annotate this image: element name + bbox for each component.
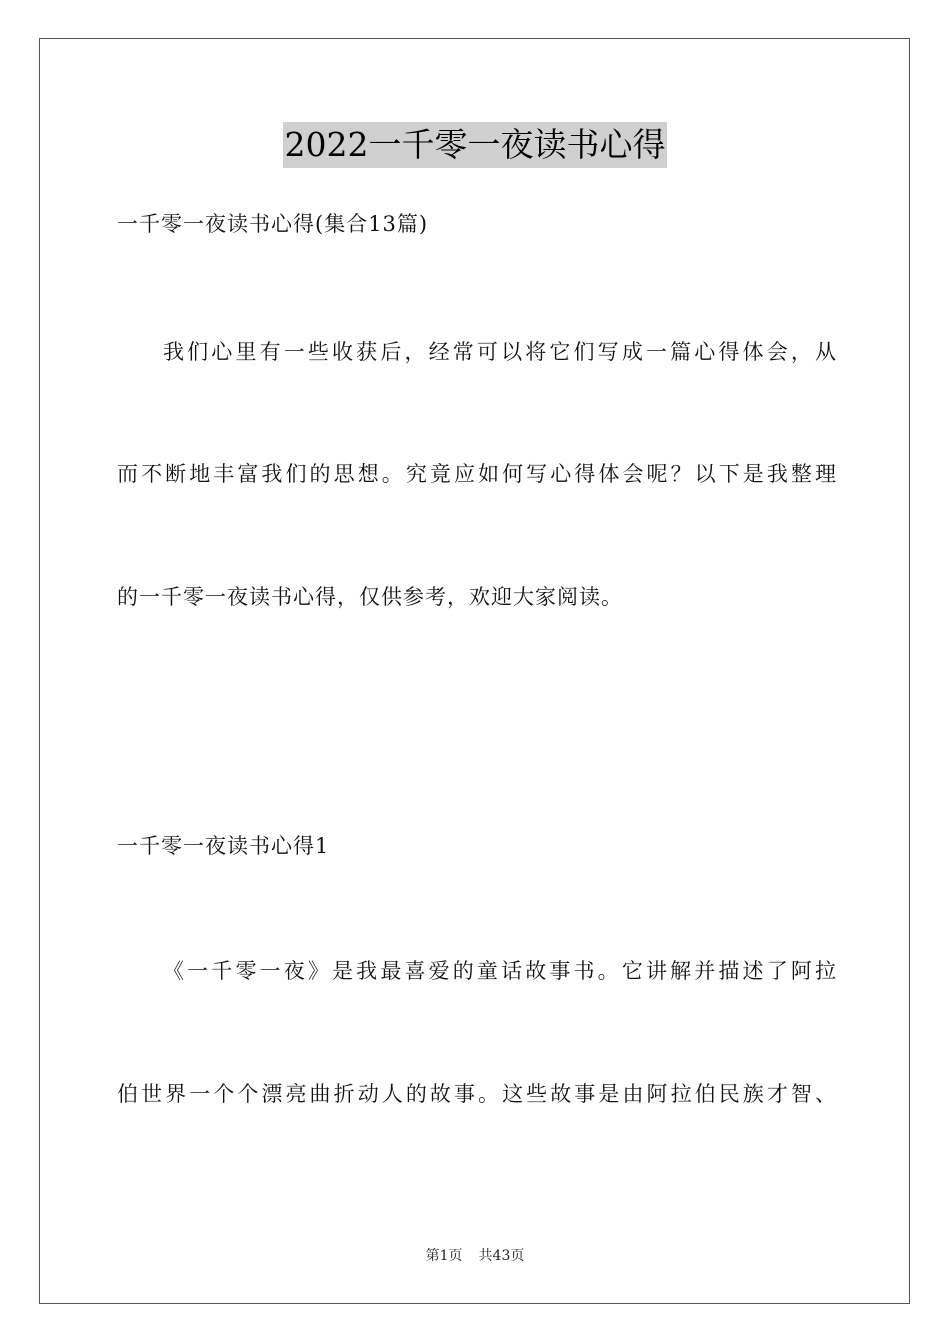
page-footer <box>0 1246 950 1266</box>
document-title-text: 2022一千零一夜读书心得 <box>283 122 668 168</box>
section-heading: 一千零一夜读书心得1 <box>117 834 330 858</box>
intro-line-2: 而不断地丰富我们的思想。究竟应如何写心得体会呢？以下是我整理 <box>117 462 837 486</box>
intro-line-1: 我们心里有一些收获后，经常可以将它们写成一篇心得体会，从 <box>163 340 837 364</box>
page-number: 第1页 <box>425 1248 463 1264</box>
document-title <box>0 122 950 168</box>
body-line-1: 《一千零一夜》是我最喜爱的童话故事书。它讲解并描述了阿拉 <box>163 959 837 983</box>
document-subtitle: 一千零一夜读书心得(集合13篇) <box>117 212 429 236</box>
body-line-2: 伯世界一个个漂亮曲折动人的故事。这些故事是由阿拉伯民族才智、 <box>117 1082 837 1106</box>
page-total: 共43页 <box>478 1248 525 1264</box>
intro-line-3: 的一千零一夜读书心得，仅供参考，欢迎大家阅读。 <box>117 585 623 609</box>
